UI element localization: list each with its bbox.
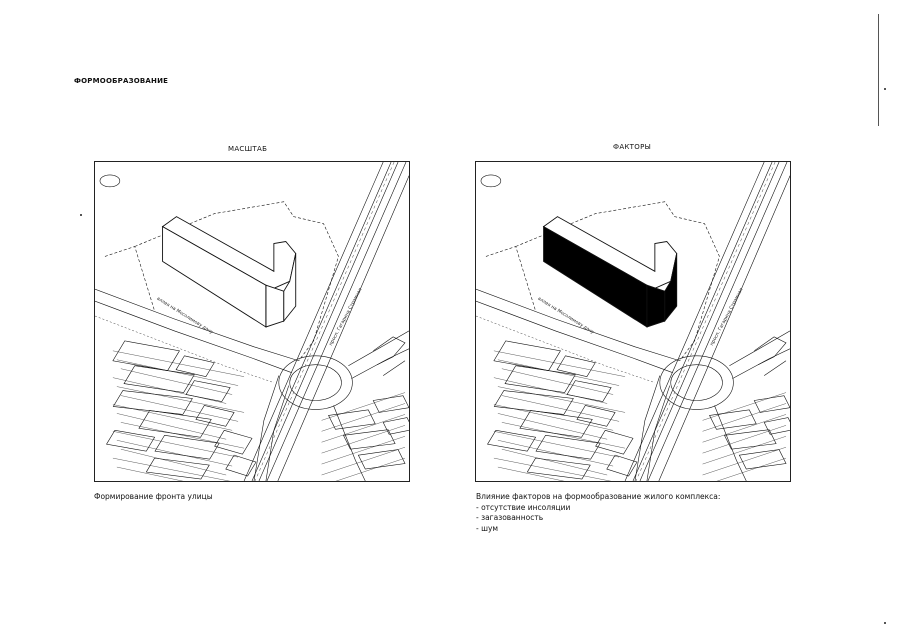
- housing-block: [764, 361, 786, 376]
- map-linework: [95, 162, 409, 481]
- scan-speck: [884, 88, 886, 90]
- street-label-alley: аллея на Мосолимову дачу: [155, 296, 214, 336]
- housing-block: [329, 410, 376, 429]
- side-street: [333, 405, 365, 481]
- page-title: ФОРМООБРАЗОВАНИЕ: [74, 77, 169, 85]
- housing-block: [739, 450, 786, 469]
- housing-hatch: [113, 378, 226, 404]
- compass-ellipse: [481, 175, 501, 187]
- side-street: [729, 331, 790, 366]
- street-label-alley: аллея на Мосолимову дачу: [536, 296, 595, 336]
- site-boundary: [486, 246, 536, 311]
- housing-block: [113, 341, 180, 371]
- housing-hatch: [322, 425, 405, 453]
- caption-factors: [476, 492, 720, 534]
- caption-scale-text: Формирование фронта улицы: [94, 492, 213, 501]
- side-street: [714, 405, 746, 481]
- alley-edge: [95, 316, 274, 383]
- map-linework: [476, 162, 790, 481]
- housing-hatch: [494, 458, 625, 481]
- street-label-avenue: просп. Гагарина Страмная: [709, 287, 745, 347]
- housing-block: [488, 430, 536, 451]
- factor-item: - загазованность: [476, 513, 544, 522]
- caption-factors-text: Влияние факторов на формообразование жилого комплекса:: [476, 492, 721, 501]
- housing-block: [107, 430, 155, 451]
- housing-hatch: [703, 447, 786, 475]
- housing-block: [577, 405, 615, 426]
- housing-hatch: [498, 467, 619, 481]
- housing-hatch: [494, 378, 607, 404]
- avenue-line: [267, 162, 406, 481]
- site-boundary: [105, 246, 155, 311]
- axonometric-map-scale: [95, 162, 409, 481]
- factor-item: - шум: [476, 523, 499, 533]
- housing-hatch: [117, 467, 238, 481]
- housing-block: [373, 337, 405, 365]
- caption-scale: [94, 492, 213, 503]
- housing-hatch: [703, 458, 786, 481]
- panel-title-factors: ФАКТОРЫ: [613, 143, 652, 151]
- building-corner-face: [266, 285, 284, 327]
- housing-block: [196, 405, 234, 426]
- housing-block: [343, 430, 395, 449]
- housing-block: [754, 337, 786, 365]
- building-l-shaped: [163, 217, 296, 327]
- side-street: [266, 386, 289, 481]
- housing-hatch: [322, 447, 405, 475]
- map-panel-factors: [475, 161, 791, 482]
- axonometric-map-factors: [476, 162, 790, 481]
- housing-block: [124, 366, 194, 393]
- housing-block: [383, 418, 409, 435]
- housing-hatch: [113, 458, 244, 481]
- factor-item: - отсутствие инсоляции: [476, 502, 571, 512]
- avenue-line: [648, 162, 787, 481]
- housing-block: [494, 341, 561, 371]
- housing-block: [724, 430, 776, 449]
- building-l-shaped: [544, 217, 677, 327]
- housing-block: [505, 366, 575, 393]
- housing-block: [536, 435, 600, 459]
- housing-block: [596, 430, 633, 454]
- housing-block: [383, 361, 405, 376]
- side-street: [647, 386, 670, 481]
- housing-block: [764, 418, 790, 435]
- housing-block: [710, 410, 757, 429]
- scan-edge-rule: [878, 14, 879, 126]
- panel-title-scale: МАСШТАБ: [228, 145, 268, 153]
- housing-block: [215, 430, 252, 454]
- street-label-avenue: просп. Гагарина Страмная: [328, 287, 364, 347]
- map-panel-scale: [94, 161, 410, 482]
- alley-edge: [476, 316, 655, 383]
- housing-hatch: [703, 425, 786, 453]
- housing-block: [155, 435, 219, 459]
- housing-hatch: [322, 458, 405, 481]
- housing-block: [358, 450, 405, 469]
- side-street: [348, 331, 409, 366]
- building-corner-face: [647, 285, 665, 327]
- scan-speck: [884, 622, 886, 624]
- compass-ellipse: [100, 175, 120, 187]
- scan-speck: [80, 214, 82, 216]
